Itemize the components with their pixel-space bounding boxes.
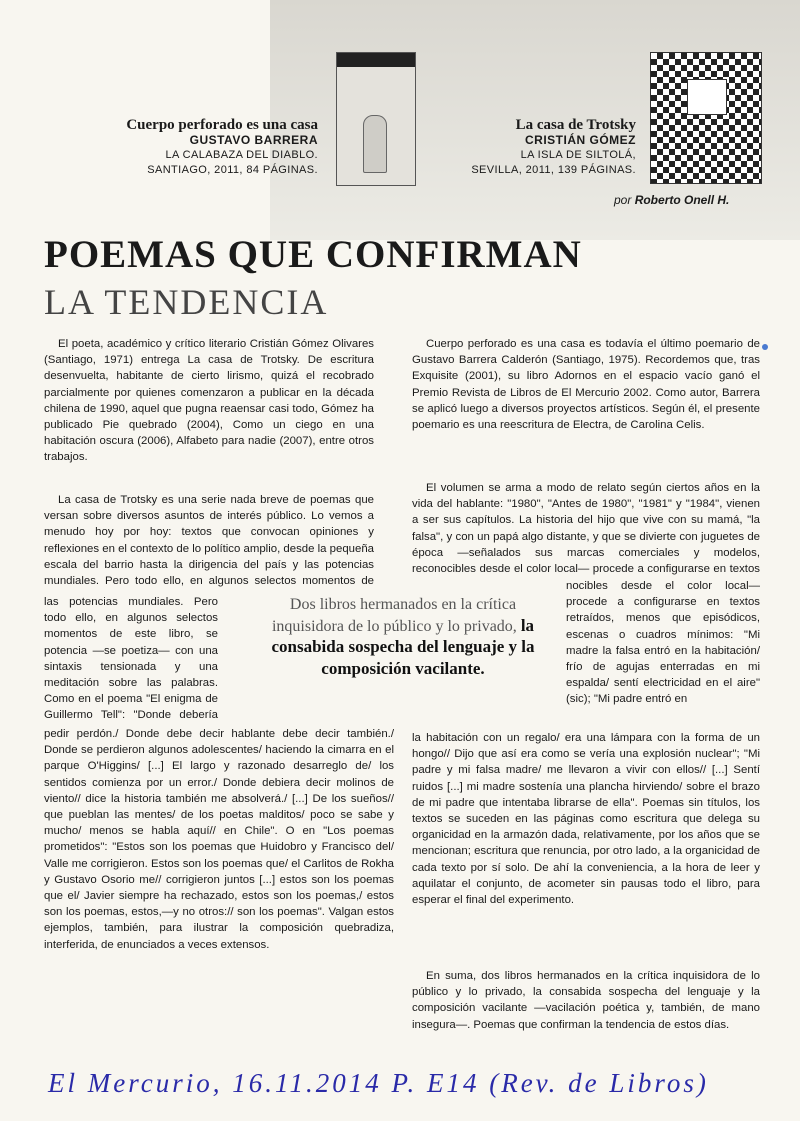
- right-column-part-1: [412, 336, 760, 433]
- book-2-author: CRISTIÁN GÓMEZ: [525, 133, 636, 147]
- handwritten-source-note: El Mercurio, 16.11.2014 P. E14 (Rev. de Libros): [48, 1068, 709, 1098]
- left-column-narrow: [44, 594, 218, 724]
- book-1-details: SANTIAGO, 2011, 84 PÁGINAS.: [147, 164, 318, 176]
- pull-quote: [258, 595, 548, 680]
- book-info-1: [60, 118, 318, 178]
- right-column-part-4: [412, 968, 760, 1033]
- byline: [614, 193, 729, 207]
- paragraph: En suma, dos libros hermanados en la crítica inquisidora de lo público y lo privado, la consabida sospecha del lenguaje y la composición vacilante —vacilación poética y, también, de mano insegura—. Poemas que confirman la tendencia de estos días.: [412, 970, 760, 1031]
- book-1-author: GUSTAVO BARRERA: [189, 133, 318, 147]
- headline: POEMAS QUE CONFIRMAN: [44, 233, 582, 276]
- book-2-title: La casa de Trotsky: [515, 117, 636, 133]
- paragraph: El poeta, académico y crítico literario Cristián Gómez Olivares (Santiago, 1971) entrega La casa de Trotsky. De escritura desenvuelta, habitante de cierto lirismo, quizá el recobrado parcialmente por quienes comenzaron a publicar en la década chilena de 1990, aquel que pugna reaensar casi todo, Gómez ha publicado Pie quebrado (2004), Como un ciego en una habitación oscura (2006), Alfabeto para nadie (2007), entre otros trabajos.: [44, 338, 374, 464]
- paragraph: Cuerpo perforado es una casa es todavía el último poemario de Gustavo Barrera Calderón (Santiago, 1975). Recordemos que, tras Exquisite (2001), su libro Adornos en el espacio vacío ganó el Premio Revista de Libros de El Mercurio 2002. Como autor, Barrera se aplicó luego a diversos proyectos artísticos. Según él, el presente poemario es una reescritura de Electra, de Carolina Celis.: [412, 338, 760, 432]
- book-1-publisher: LA CALABAZA DEL DIABLO.: [165, 149, 318, 161]
- book-2-details: SEVILLA, 2011, 139 PÁGINAS.: [471, 164, 636, 176]
- book-2-cover-image: [650, 52, 762, 184]
- book-info-2: [430, 118, 636, 178]
- blue-dot-mark: [762, 344, 768, 350]
- right-column-part-3: [412, 730, 760, 966]
- subheadline: LA TENDENCIA: [44, 282, 329, 322]
- paragraph-continued: pedir perdón./ Donde debe decir hablante debe decir también./ Donde se perdieron algunos adolescentes/ haciendo la cimarra en el parque O'Higgins/ [...] El largo y razonado desarreglo de/ los sentidos comienza por un error./ Donde debiera decir molinos de viento// dice la historia también me absolverá./ [...] De los sueños// que pueblan las mentes/ de los poetas malditos/ poco se sabe y mucho/ menos se habla aquí// en Chile". O en "Los poemas prometidos": "Estos son los poemas que Huidobro y Francisco del/ Valle me corrigieron. Estos son los poemas que/ el Carlitos de Rokha y Gustavo Osorio me// corrigieron juntos [...] estos son los poemas que el/ Javier siempre ha rechazado, estos son los poemas,/ estos son los poemas, estos,—y no otros:// son los poemas". Valgan estos ejemplos, también, para ilustrar la composición quebradiza, interferida, de enunciados a veces extensos.: [44, 728, 394, 951]
- book-1-cover-image: [336, 52, 416, 186]
- byline-author: Roberto Onell H.: [634, 193, 730, 207]
- left-column-part-1: [44, 336, 374, 466]
- paragraph-continued: nocibles desde el color local— procede a configurarse en textos retraídos, menos que episódicos, escenas o cuadros mínimos: "Mi madre la falsa entró en la habitación/ frío de agujas enterradas en mi espalda/ sentí electricidad en el aire" (sic); "Mi padre entró en: [566, 580, 760, 706]
- left-column-part-2: [44, 492, 374, 592]
- paragraph-continued: las potencias mundiales. Pero todo ello, en algunos selectos momentos de este libro, se potencia —se poetiza— con una sintaxis tensionada y una meditación sobre las palabras. Como en el poema "El enigma de Guillermo Tell": "Donde debería: [44, 596, 218, 722]
- paragraph: La casa de Trotsky es una serie nada breve de poemas que versan sobre diversos asuntos de interés público. Lo vemos a menudo hoy por hoy: textos que convocan opiniones y reflexiones en el contexto de lo político amplio, desde la pequeña escala del barrio hasta la dirigencia del país y las potencias mundiales. Pero todo ello, en algunos selectos momentos de: [44, 494, 374, 588]
- book-2-publisher: LA ISLA DE SILTOLÁ,: [520, 149, 636, 161]
- pull-quote-emphasis: la consabida sospecha del lenguaje y la composición vacilante.: [271, 615, 535, 678]
- paragraph-continued: la habitación con un regalo/ era una lámpara con la forma de un hongo// Dijo que así era como se vería una explosión nuclear"; "Mi padre y mi falsa madre/ me llevaron a vivir con ellos// [...] Sentí ruidos [...] mi madre sostenía una plancha hirviendo/ sobre el brazo de mi padre que intentaba librarse de ella". Poemas sin títulos, los textos se suceden en las páginas como escritura que delega su organicidad en la armazón dada, relativamente, por los años que se mencionan; escritura que renuncia, por otro lado, a la organicidad de cada texto por sí solo. De ahí la conveniencia, a la hora de leer y aquilatar el conjunto, de acometer sin pausas todo el libro, para esperar el final del experimento.: [412, 732, 760, 907]
- book-1-title: Cuerpo perforado es una casa: [126, 117, 318, 133]
- paragraph: El volumen se arma a modo de relato según ciertos años en la vida del hablante: "1980", "Antes de 1980", "1981" y "1984", vienen a ser sus capítulos. La historia del hijo que vive con su mamá, "la falsa", y con un papá algo distante, y que se divierte con juguetes de época —señalados sus marcas comerciales y modelos, reconocibles desde el color local— procede a configurarse en textos: [412, 482, 760, 576]
- right-column-narrow: [566, 578, 760, 728]
- right-column-part-2: [412, 480, 760, 578]
- byline-prefix: por: [614, 193, 632, 207]
- pull-quote-lead: Dos libros hermanados en la crítica inquisidora de lo público y lo privado,: [271, 596, 517, 635]
- left-column-part-3: [44, 726, 394, 1056]
